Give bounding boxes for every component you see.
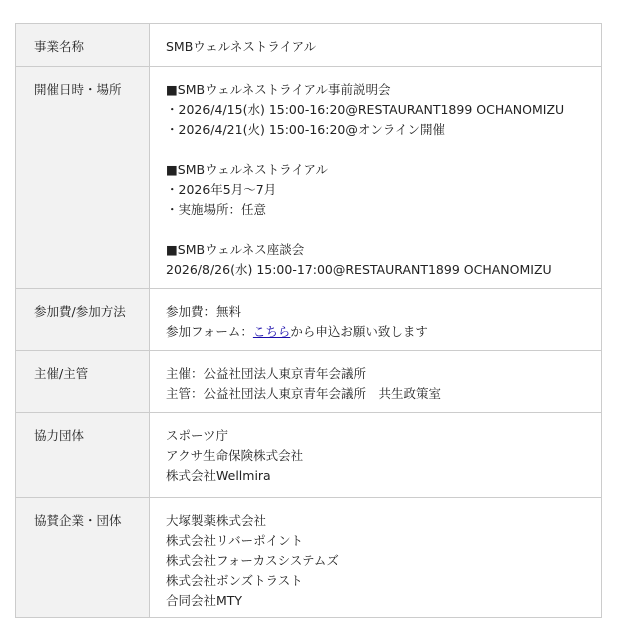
table-row <box>16 67 602 289</box>
row-value <box>150 289 602 351</box>
row-value <box>150 24 602 67</box>
value-line: 主催：公益社団法人東京青年会議所 <box>166 366 367 381</box>
row-label: 協力団体 <box>16 413 150 498</box>
value-line: SMBウェルネストライアル <box>166 39 317 54</box>
table-row <box>16 498 602 618</box>
info-table-container <box>15 23 602 618</box>
info-table <box>15 23 602 618</box>
row-value <box>150 351 602 413</box>
row-label: 主催/主管 <box>16 351 150 413</box>
table-row <box>16 24 602 67</box>
row-value <box>150 498 602 618</box>
row-value <box>150 413 602 498</box>
value-line: ・2026年5月～7月 <box>166 182 277 197</box>
table-row <box>16 413 602 498</box>
value-line: ・実施場所：任意 <box>166 202 267 217</box>
value-line: 株式会社ボンズトラスト <box>166 573 303 588</box>
row-label: 開催日時・場所 <box>16 67 150 289</box>
spacer <box>166 220 601 240</box>
form-suffix: から申込お願い致します <box>290 324 428 339</box>
table-row <box>16 289 602 351</box>
value-line <box>166 322 601 342</box>
value-line: 合同会社MTY <box>166 593 243 608</box>
value-line: 大塚製薬株式会社 <box>166 513 267 528</box>
row-label: 協賛企業・団体 <box>16 498 150 618</box>
value-line: スポーツ庁 <box>166 428 229 443</box>
value-line: 株式会社Wellmira <box>166 468 271 483</box>
form-prefix: 参加フォーム： <box>166 324 253 339</box>
value-line: ■SMBウェルネス座談会 <box>166 242 305 257</box>
value-line: 主管：公益社団法人東京青年会議所 共生政策室 <box>166 386 442 401</box>
value-line: 2026/8/26(水) 15:00-17:00@RESTAURANT1899 OCHANOMIZU <box>166 262 552 277</box>
value-line: ■SMBウェルネストライアル <box>166 162 328 177</box>
value-line: ・2026/4/15(水) 15:00-16:20@RESTAURANT1899 OCHANOMIZU <box>166 102 565 117</box>
row-value <box>150 67 602 289</box>
value-line: 参加費：無料 <box>166 304 242 319</box>
application-form-link[interactable]: こちら <box>252 324 291 339</box>
value-line: ・2026/4/21(火) 15:00-16:20@オンライン開催 <box>166 122 446 137</box>
value-line: 株式会社フォーカスシステムズ <box>166 553 339 568</box>
value-line: 株式会社リバーポイント <box>166 533 304 548</box>
value-line: ■SMBウェルネストライアル事前説明会 <box>166 82 391 97</box>
value-line: アクサ生命保険株式会社 <box>166 448 304 463</box>
row-label: 参加費/参加方法 <box>16 289 150 351</box>
spacer <box>166 140 601 160</box>
table-row <box>16 351 602 413</box>
row-label: 事業名称 <box>16 24 150 67</box>
